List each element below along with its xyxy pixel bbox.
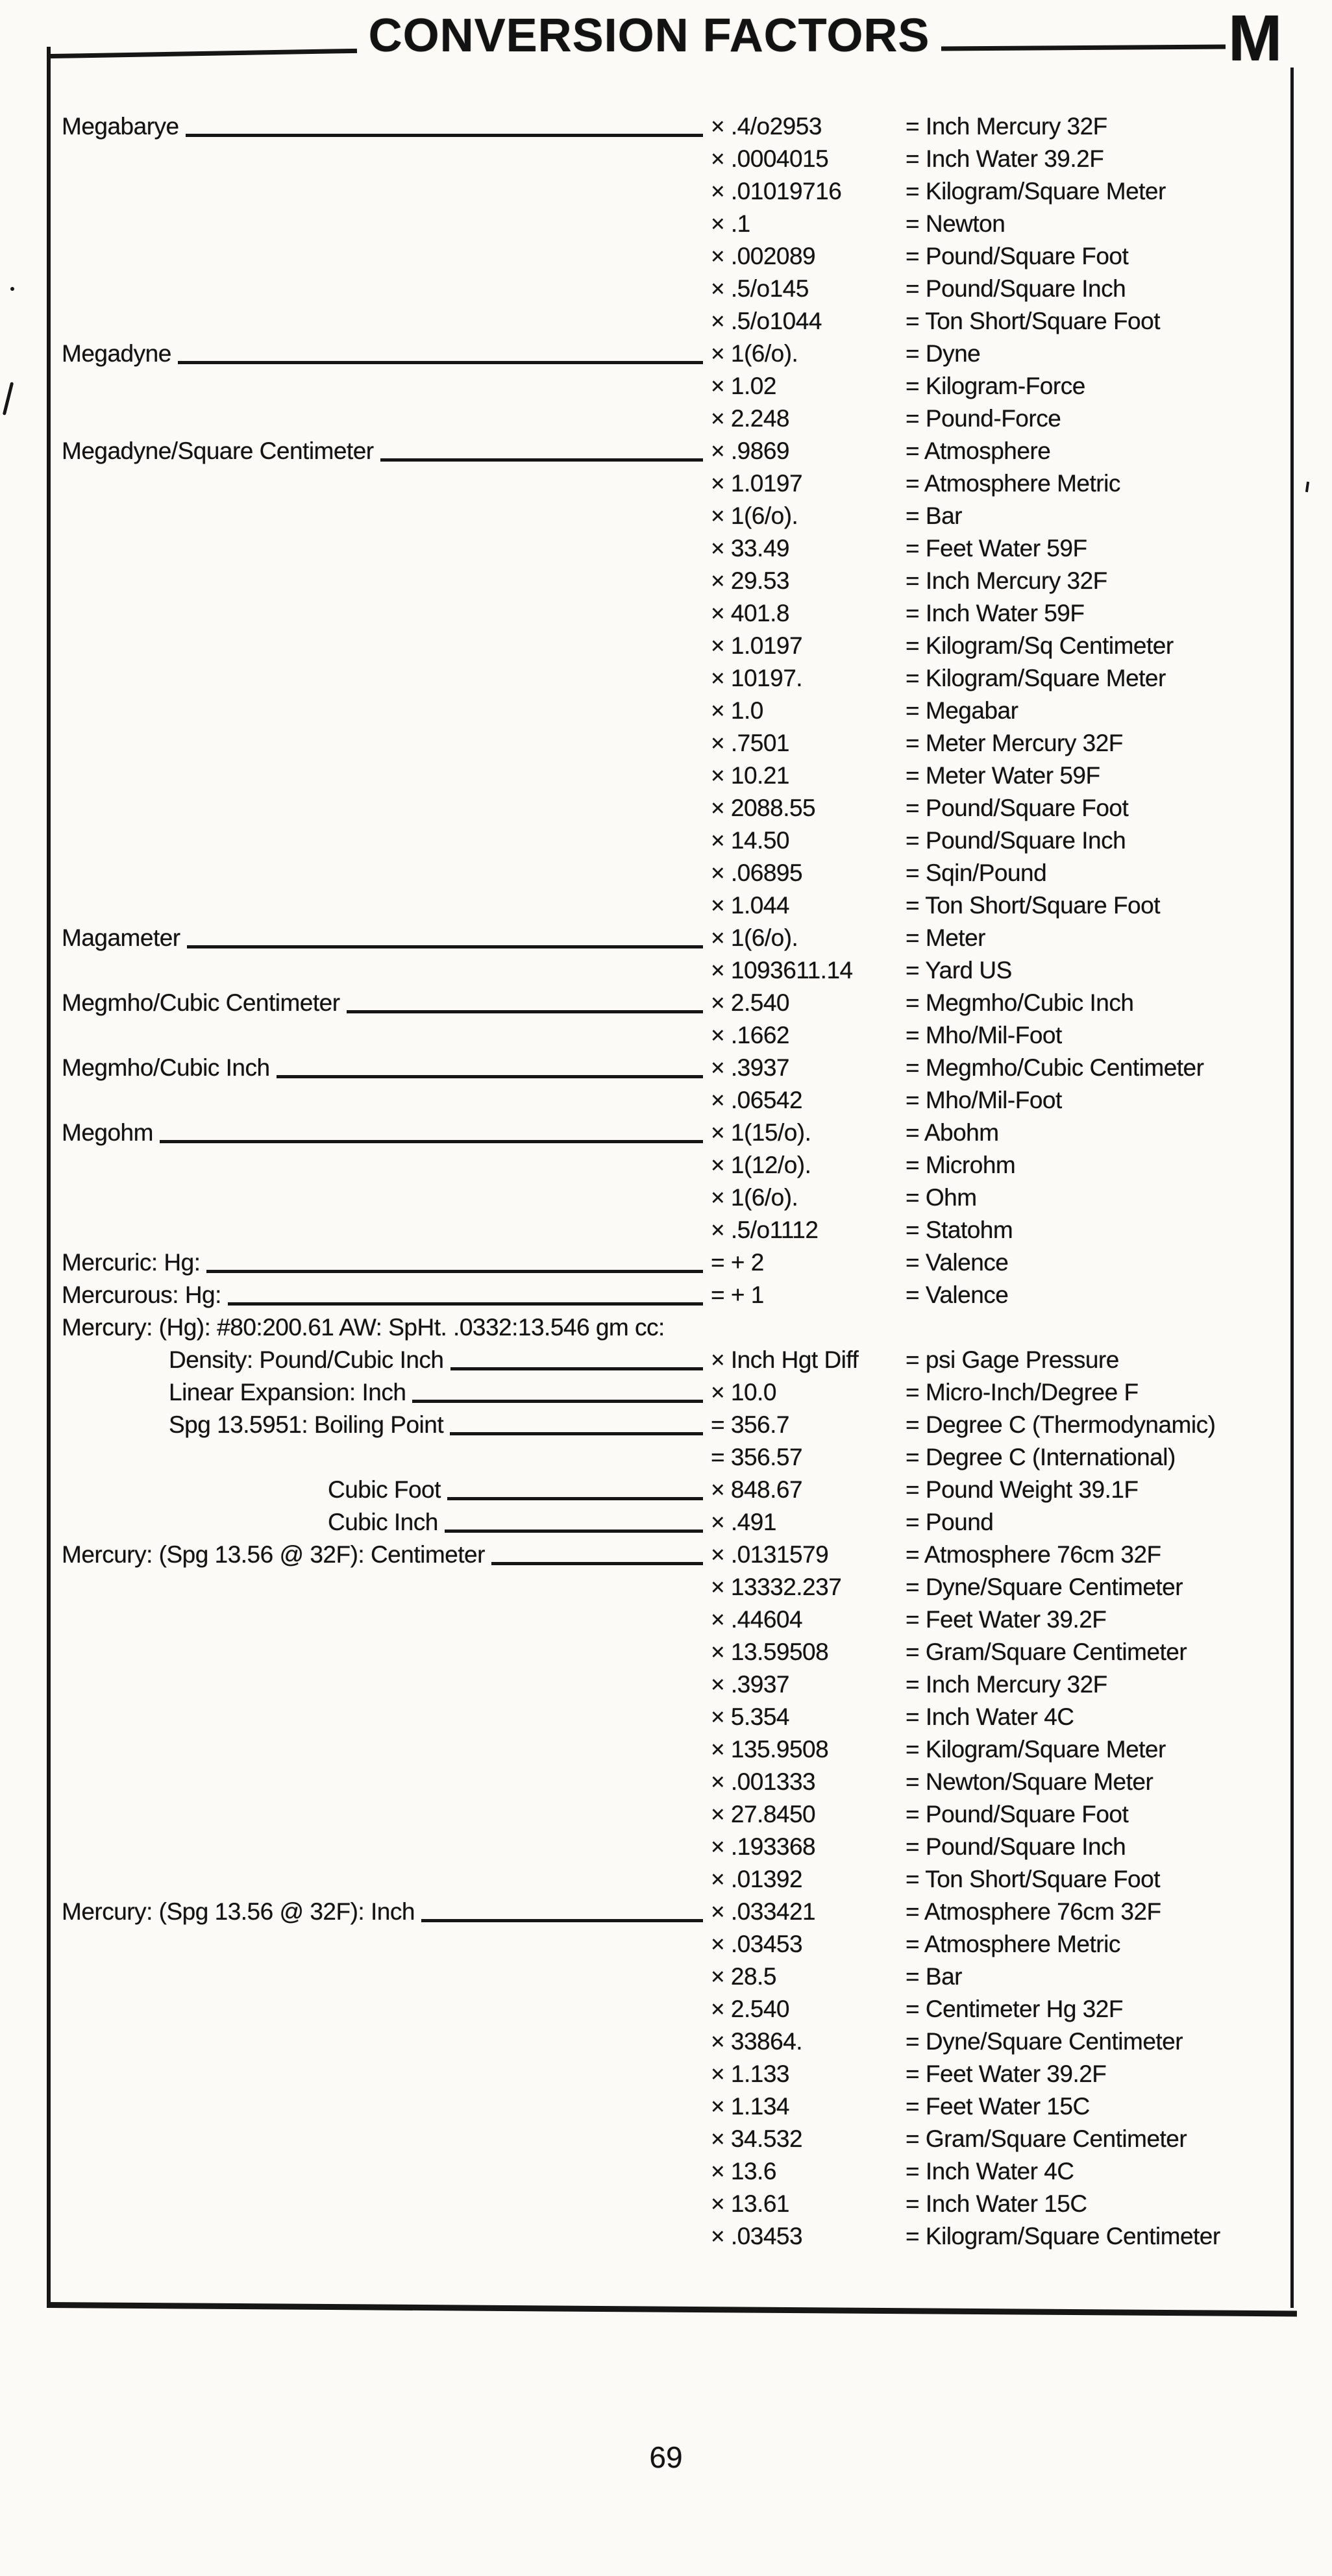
result-cell: = Atmosphere Metric <box>906 1931 1120 1957</box>
result-cell: = Mho/Mil-Foot <box>906 1022 1062 1048</box>
factor-cell: × .3937 <box>711 1671 789 1698</box>
result-cell: = Microhm <box>906 1152 1016 1178</box>
table-row <box>62 760 1269 792</box>
result-cell: = Dyne <box>906 340 981 367</box>
result-cell: = Newton <box>906 210 1005 237</box>
factor-cell: × .06895 <box>711 860 803 886</box>
table-row <box>62 2155 1269 2188</box>
table-row <box>62 532 1269 565</box>
result-cell: = Ton Short/Square Foot <box>906 892 1160 919</box>
table-row <box>62 2090 1269 2123</box>
factor-cell: × 1093611.14 <box>711 957 853 984</box>
leader-line <box>445 1530 703 1533</box>
factor-cell: × 28.5 <box>711 1963 776 1990</box>
entry-label: Megadyne/Square Centimeter <box>62 438 374 464</box>
table-row <box>62 1668 1269 1701</box>
entry-label: Mercury: (Spg 13.56 @ 32F): Inch <box>62 1898 415 1925</box>
table-row <box>62 1863 1269 1896</box>
table-row <box>62 2025 1269 2058</box>
factor-cell: × 10.0 <box>711 1379 776 1406</box>
factor-cell: × .03453 <box>711 2223 803 2249</box>
result-cell: = Pound/Square Inch <box>906 1833 1126 1860</box>
result-cell: = Inch Mercury 32F <box>906 1671 1107 1698</box>
factor-cell: × 1.134 <box>711 2093 789 2120</box>
factor-cell: × 29.53 <box>711 567 789 594</box>
title-rule-right <box>941 44 1226 51</box>
table-row <box>62 305 1269 338</box>
leader-line <box>187 945 703 948</box>
result-cell: = Feet Water 39.2F <box>906 1606 1107 1633</box>
factor-cell: × 1(6/o). <box>711 502 798 529</box>
table-row <box>62 1246 1269 1279</box>
factor-cell: × 34.532 <box>711 2125 803 2152</box>
table-row <box>62 1961 1269 1993</box>
result-cell: = Kilogram/Square Meter <box>906 1736 1166 1763</box>
table-row <box>62 1539 1269 1571</box>
entry-label: Mercury: (Hg): #80:200.61 AW: SpHt. .0332:13.546 gm cc: <box>62 1314 665 1341</box>
table-row <box>62 1279 1269 1311</box>
factor-cell: = 356.7 <box>711 1411 789 1438</box>
entry-label: Megabarye <box>62 113 179 140</box>
table-row <box>62 1441 1269 1474</box>
entry-label: Megmho/Cubic Centimeter <box>62 989 340 1016</box>
leader-line <box>178 361 703 364</box>
result-cell: = Sqin/Pound <box>906 860 1047 886</box>
result-cell: = Bar <box>906 1963 962 1990</box>
table-row <box>62 1604 1269 1636</box>
table-row <box>62 1798 1269 1831</box>
factor-cell: × 1.0197 <box>711 632 803 659</box>
result-cell: = Dyne/Square Centimeter <box>906 1574 1183 1600</box>
result-cell: = Gram/Square Centimeter <box>906 2125 1187 2152</box>
table-row <box>62 727 1269 760</box>
result-cell: = Pound/Square Foot <box>906 243 1129 269</box>
result-cell: = Inch Water 15C <box>906 2190 1087 2217</box>
factor-cell: × 33864. <box>711 2028 803 2055</box>
factor-cell: × .193368 <box>711 1833 816 1860</box>
factor-cell: × .1 <box>711 210 750 237</box>
leader-line <box>160 1140 703 1143</box>
leader-line <box>228 1302 703 1306</box>
factor-cell: × .03453 <box>711 1931 803 1957</box>
factor-cell: × 27.8450 <box>711 1801 816 1827</box>
factor-cell: × 13.61 <box>711 2190 789 2217</box>
table-row <box>62 792 1269 824</box>
leader-line <box>277 1075 703 1078</box>
scan-artifact-slash <box>3 382 14 415</box>
factor-cell: × 13.6 <box>711 2158 776 2185</box>
factor-cell: × 1(6/o). <box>711 924 798 951</box>
table-row <box>62 435 1269 467</box>
result-cell: = Kilogram/Sq Centimeter <box>906 632 1174 659</box>
table-row <box>62 1506 1269 1539</box>
leader-line <box>450 1432 703 1435</box>
table-row <box>62 1993 1269 2025</box>
factor-cell: × 2.248 <box>711 405 789 432</box>
table-row <box>62 695 1269 727</box>
table-row <box>62 857 1269 889</box>
entry-label: Megadyne <box>62 340 171 367</box>
factor-cell: × .0131579 <box>711 1541 829 1568</box>
result-cell: = Pound/Square Foot <box>906 795 1129 821</box>
factor-cell: = 356.57 <box>711 1444 803 1470</box>
result-cell: = Pound Weight 39.1F <box>906 1476 1139 1503</box>
factor-cell: × .44604 <box>711 1606 803 1633</box>
table-row <box>62 1571 1269 1604</box>
factor-cell: × 2088.55 <box>711 795 816 821</box>
factor-cell: × 2.540 <box>711 989 789 1016</box>
result-cell: = Pound <box>906 1509 994 1535</box>
result-cell: = Atmosphere 76cm 32F <box>906 1541 1161 1568</box>
factor-cell: × 1(6/o). <box>711 1184 798 1211</box>
table-row <box>62 2123 1269 2155</box>
title-rule-left <box>47 49 357 58</box>
table-row <box>62 467 1269 500</box>
table-row <box>62 630 1269 662</box>
result-cell: = Inch Mercury 32F <box>906 113 1107 140</box>
factor-cell: × .06542 <box>711 1087 803 1113</box>
page-number: 69 <box>649 2440 683 2474</box>
factor-cell: × 1(12/o). <box>711 1152 811 1178</box>
leader-line <box>421 1919 703 1922</box>
table-row <box>62 565 1269 597</box>
table-row <box>62 1084 1269 1117</box>
entry-label: Mercurous: Hg: <box>62 1282 221 1308</box>
table-row <box>62 1052 1269 1084</box>
result-cell: = Pound/Square Foot <box>906 1801 1129 1827</box>
table-row <box>62 500 1269 532</box>
table-row <box>62 402 1269 435</box>
factor-cell: × 1(6/o). <box>711 340 798 367</box>
factor-cell: × .4/o2953 <box>711 113 822 140</box>
result-cell: = Atmosphere 76cm 32F <box>906 1898 1161 1925</box>
frame-border-left <box>47 47 51 2308</box>
result-cell: = Ton Short/Square Foot <box>906 308 1160 334</box>
result-cell: = Inch Mercury 32F <box>906 567 1107 594</box>
factor-cell: = + 1 <box>711 1282 764 1308</box>
table-row <box>62 1376 1269 1409</box>
result-cell: = Pound/Square Inch <box>906 275 1126 302</box>
factor-cell: × 33.49 <box>711 535 789 562</box>
result-cell: = Pound/Square Inch <box>906 827 1126 854</box>
result-cell: = Meter Mercury 32F <box>906 730 1123 756</box>
factor-cell: × .1662 <box>711 1022 789 1048</box>
table-row <box>62 370 1269 402</box>
result-cell: = Kilogram-Force <box>906 373 1085 399</box>
factor-cell: × .3937 <box>711 1054 789 1081</box>
table-row <box>62 1182 1269 1214</box>
result-cell: = Statohm <box>906 1217 1013 1243</box>
factor-cell: × .002089 <box>711 243 816 269</box>
table-row <box>62 2220 1269 2253</box>
table-row <box>62 954 1269 987</box>
factor-cell: × .491 <box>711 1509 776 1535</box>
factor-cell: × .0004015 <box>711 145 829 172</box>
factor-cell: × .01392 <box>711 1866 803 1892</box>
table-row <box>62 1019 1269 1052</box>
result-cell: = Ohm <box>906 1184 977 1211</box>
table-row <box>62 1831 1269 1863</box>
result-cell: = Feet Water 39.2F <box>906 2061 1107 2087</box>
factor-cell: × 1.0197 <box>711 470 803 497</box>
result-cell: = Atmosphere <box>906 438 1051 464</box>
result-cell: = Kilogram/Square Centimeter <box>906 2223 1220 2249</box>
table-row <box>62 1311 1269 1344</box>
result-cell: = Megabar <box>906 697 1018 724</box>
factor-cell: × 848.67 <box>711 1476 803 1503</box>
result-cell: = psi Gage Pressure <box>906 1346 1119 1373</box>
entry-label: Cubic Foot <box>328 1476 441 1503</box>
result-cell: = Degree C (International) <box>906 1444 1176 1470</box>
factor-cell: × .5/o145 <box>711 275 809 302</box>
result-cell: = Mho/Mil-Foot <box>906 1087 1062 1113</box>
table-row <box>62 922 1269 954</box>
table-row <box>62 1766 1269 1798</box>
factor-cell: × 401.8 <box>711 600 789 626</box>
factor-cell: × 1.0 <box>711 697 763 724</box>
table-row <box>62 175 1269 208</box>
table-row <box>62 1636 1269 1668</box>
result-cell: = Pound-Force <box>906 405 1061 432</box>
factor-cell: × 1(15/o). <box>711 1119 811 1146</box>
result-cell: = Inch Water 59F <box>906 600 1085 626</box>
entry-label: Density: Pound/Cubic Inch <box>169 1346 444 1373</box>
factor-cell: × 2.540 <box>711 1996 789 2022</box>
result-cell: = Valence <box>906 1249 1009 1276</box>
result-cell: = Feet Water 59F <box>906 535 1087 562</box>
factor-cell: × 1.044 <box>711 892 789 919</box>
table-row <box>62 889 1269 922</box>
factor-cell: × 13.59508 <box>711 1639 829 1665</box>
result-cell: = Meter Water 59F <box>906 762 1100 789</box>
table-row <box>62 2188 1269 2220</box>
factor-cell: × 5.354 <box>711 1703 789 1730</box>
table-row <box>62 987 1269 1019</box>
leader-line <box>380 458 703 462</box>
result-cell: = Meter <box>906 924 985 951</box>
result-cell: = Micro-Inch/Degree F <box>906 1379 1139 1406</box>
frame-border-right <box>1290 68 1294 2308</box>
result-cell: = Centimeter Hg 32F <box>906 1996 1123 2022</box>
table-row <box>62 824 1269 857</box>
table-row <box>62 143 1269 175</box>
factor-cell: × 1.133 <box>711 2061 789 2087</box>
leader-line <box>412 1400 703 1403</box>
result-cell: = Megmho/Cubic Centimeter <box>906 1054 1204 1081</box>
result-cell: = Yard US <box>906 957 1012 984</box>
result-cell: = Bar <box>906 502 962 529</box>
result-cell: = Newton/Square Meter <box>906 1768 1153 1795</box>
entry-label: Cubic Inch <box>328 1509 438 1535</box>
result-cell: = Ton Short/Square Foot <box>906 1866 1160 1892</box>
result-cell: = Inch Water 39.2F <box>906 145 1104 172</box>
factor-cell: × .5/o1112 <box>711 1217 819 1243</box>
result-cell: = Valence <box>906 1282 1009 1308</box>
table-row <box>62 597 1269 630</box>
leader-line <box>447 1497 703 1500</box>
section-letter: M <box>1228 2 1283 75</box>
entry-label: Magameter <box>62 924 180 951</box>
result-cell: = Atmosphere Metric <box>906 470 1120 497</box>
factor-cell: × .033421 <box>711 1898 816 1925</box>
factor-cell: × 14.50 <box>711 827 789 854</box>
factor-cell: × Inch Hgt Diff <box>711 1346 859 1373</box>
table-row <box>62 1474 1269 1506</box>
table-row <box>62 2058 1269 2090</box>
entry-label: Mercuric: Hg: <box>62 1249 201 1276</box>
result-cell: = Megmho/Cubic Inch <box>906 989 1134 1016</box>
result-cell: = Dyne/Square Centimeter <box>906 2028 1183 2055</box>
table-row <box>62 1409 1269 1441</box>
result-cell: = Abohm <box>906 1119 999 1146</box>
entry-label: Linear Expansion: Inch <box>169 1379 406 1406</box>
table-row <box>62 1701 1269 1733</box>
leader-line <box>450 1367 703 1370</box>
result-cell: = Degree C (Thermodynamic) <box>906 1411 1216 1438</box>
result-cell: = Gram/Square Centimeter <box>906 1639 1187 1665</box>
table-row <box>62 1117 1269 1149</box>
conversion-table <box>62 110 1269 2253</box>
leader-line <box>491 1562 703 1565</box>
result-cell: = Kilogram/Square Meter <box>906 665 1166 691</box>
leader-line <box>347 1010 703 1013</box>
table-row <box>62 273 1269 305</box>
table-row <box>62 110 1269 143</box>
factor-cell: × .5/o1044 <box>711 308 822 334</box>
factor-cell: × 135.9508 <box>711 1736 829 1763</box>
factor-cell: = + 2 <box>711 1249 764 1276</box>
result-cell: = Feet Water 15C <box>906 2093 1090 2120</box>
factor-cell: × .01019716 <box>711 178 842 204</box>
result-cell: = Kilogram/Square Meter <box>906 178 1166 204</box>
entry-label: Spg 13.5951: Boiling Point <box>169 1411 444 1438</box>
leader-line <box>206 1270 703 1273</box>
entry-label: Megmho/Cubic Inch <box>62 1054 270 1081</box>
factor-cell: × 10197. <box>711 665 803 691</box>
factor-cell: × .7501 <box>711 730 789 756</box>
entry-label: Megohm <box>62 1119 153 1146</box>
factor-cell: × 13332.237 <box>711 1574 842 1600</box>
table-row <box>62 1733 1269 1766</box>
result-cell: = Inch Water 4C <box>906 2158 1074 2185</box>
factor-cell: × .9869 <box>711 438 789 464</box>
table-row <box>62 1149 1269 1182</box>
table-row <box>62 1928 1269 1961</box>
table-row <box>62 662 1269 695</box>
page-title: CONVERSION FACTORS <box>368 10 930 62</box>
factor-cell: × 1.02 <box>711 373 776 399</box>
leader-line <box>186 134 703 137</box>
table-row <box>62 208 1269 240</box>
frame-border-bottom <box>47 2302 1297 2316</box>
table-row <box>62 240 1269 273</box>
result-cell: = Inch Water 4C <box>906 1703 1074 1730</box>
table-row <box>62 1344 1269 1376</box>
scan-artifact-tick <box>1305 482 1309 492</box>
scan-artifact-dot <box>10 287 14 291</box>
entry-label: Mercury: (Spg 13.56 @ 32F): Centimeter <box>62 1541 485 1568</box>
factor-cell: × .001333 <box>711 1768 816 1795</box>
factor-cell: × 10.21 <box>711 762 789 789</box>
table-row <box>62 1214 1269 1246</box>
table-row <box>62 338 1269 370</box>
table-row <box>62 1896 1269 1928</box>
